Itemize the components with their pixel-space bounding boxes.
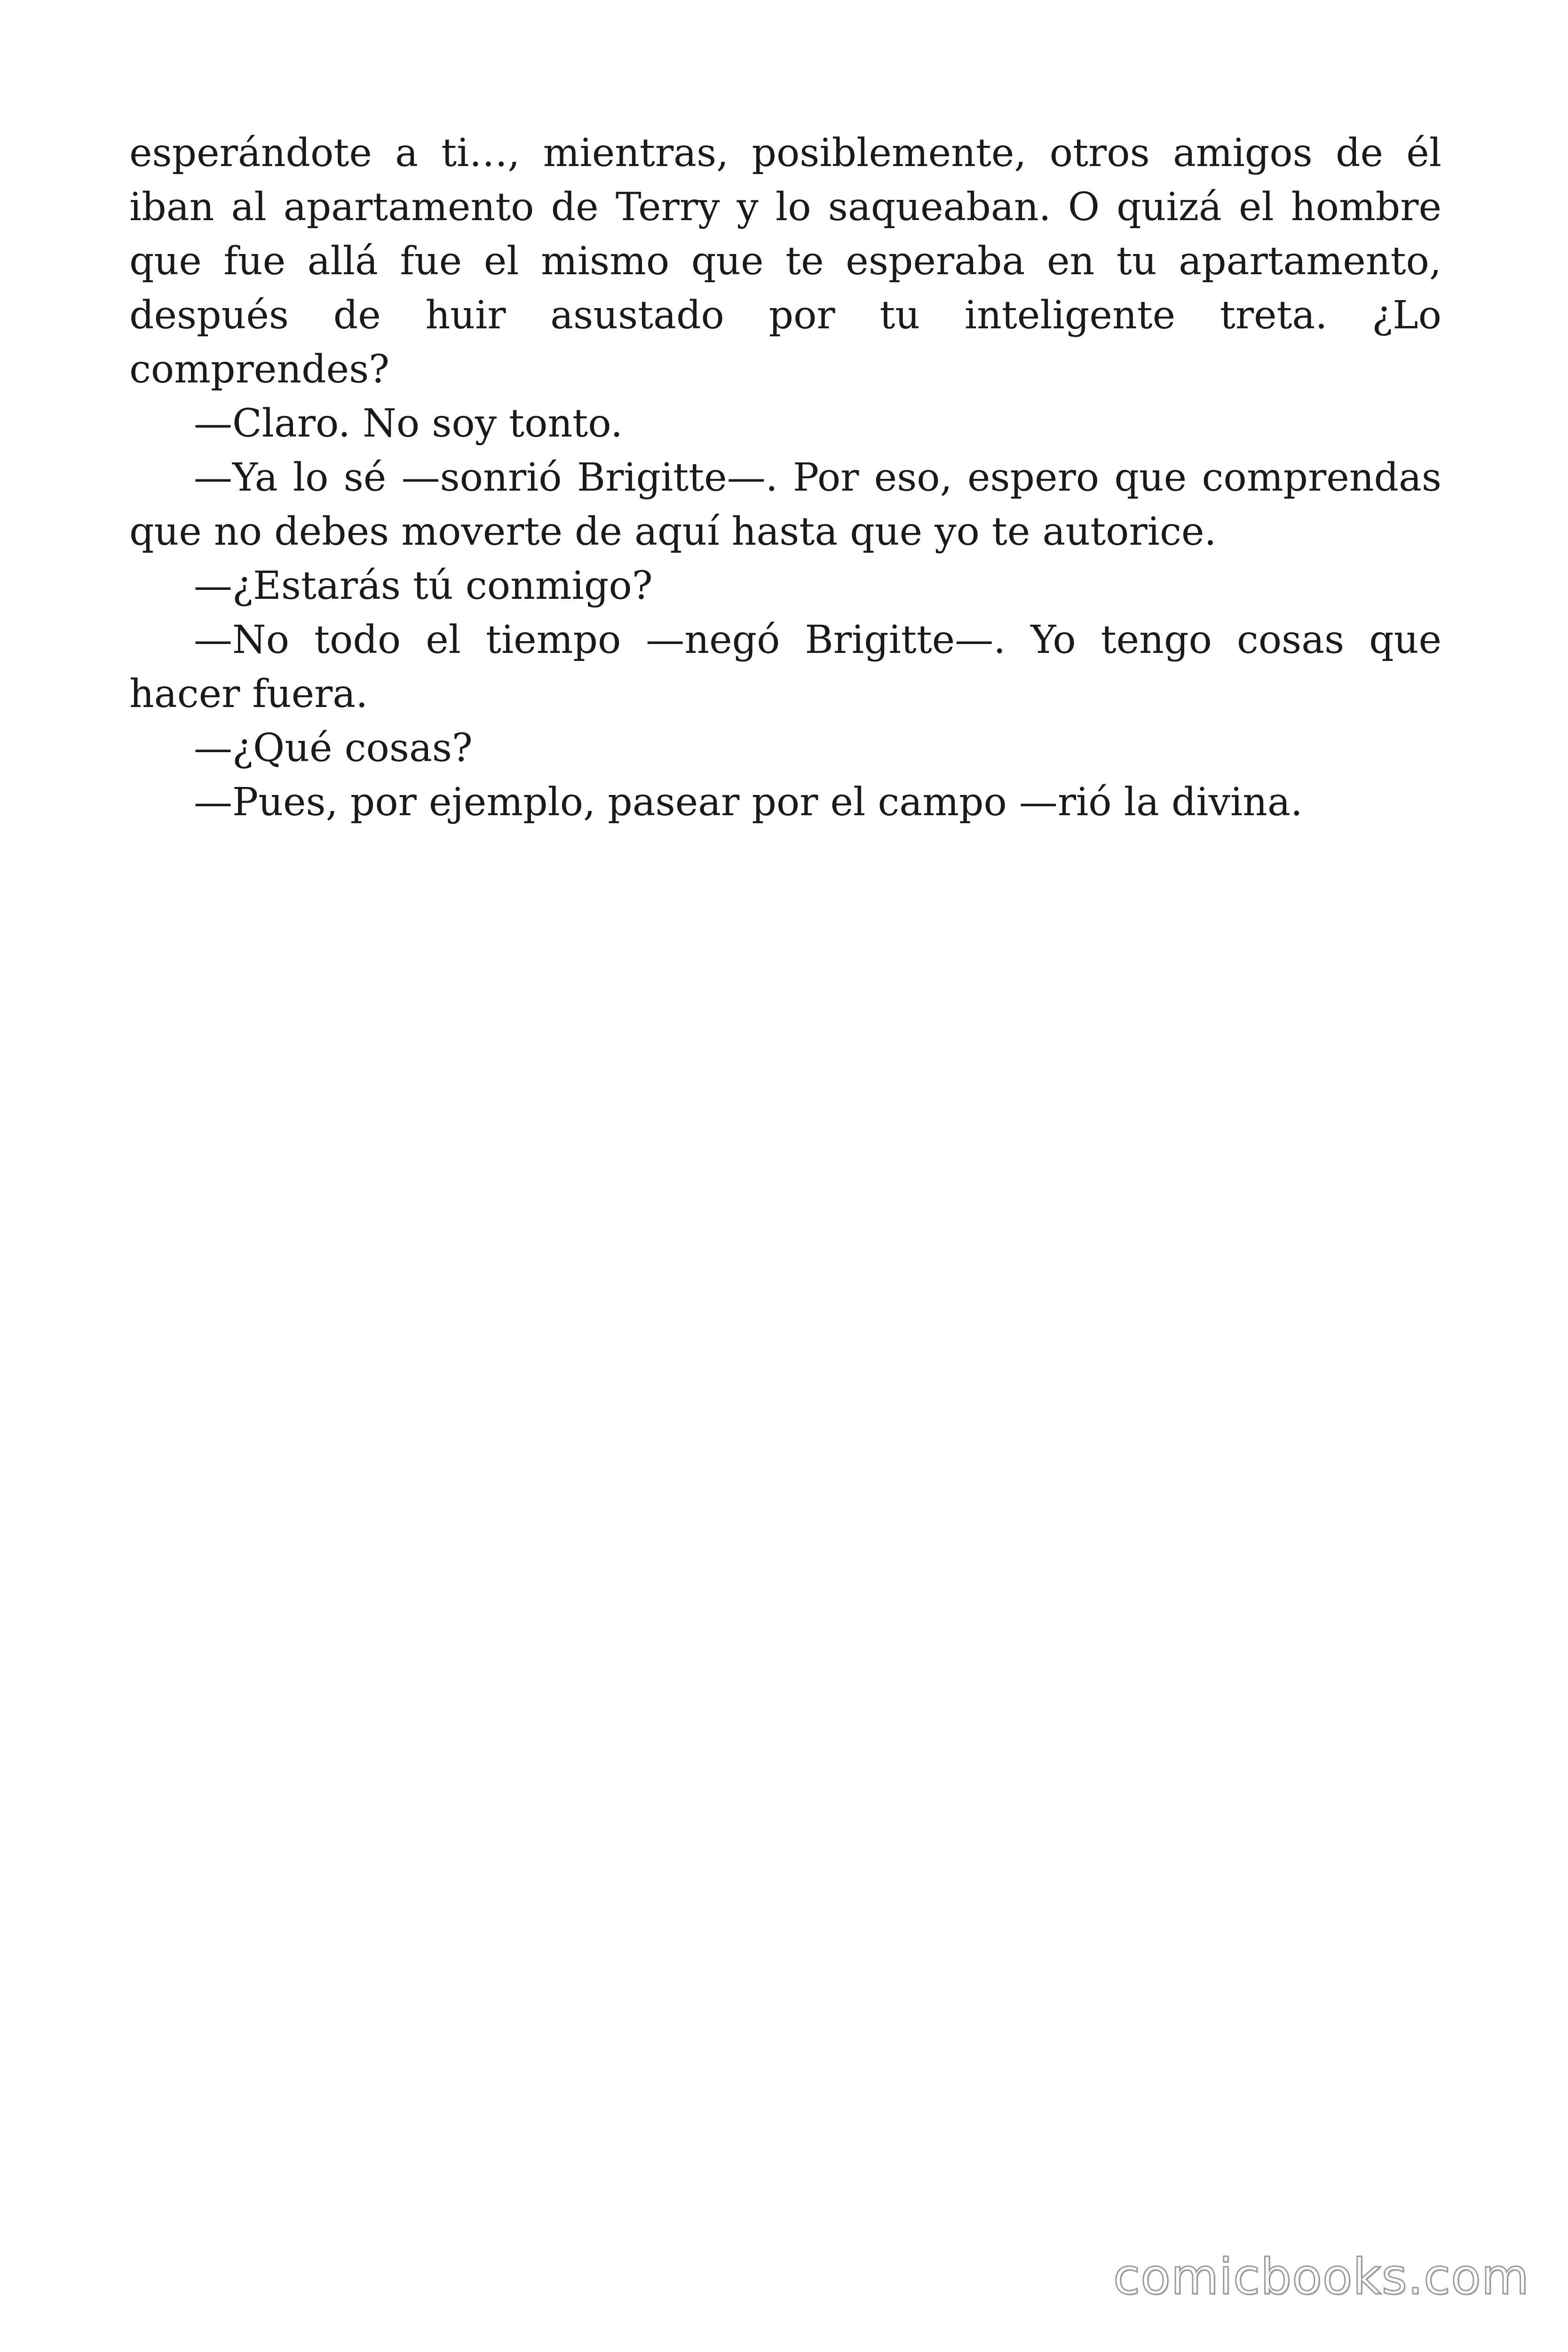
paragraph: —¿Estarás tú conmigo? (194, 564, 653, 608)
paragraph: —Claro. No soy tonto. (194, 401, 623, 446)
paragraph: —¿Qué cosas? (194, 726, 473, 771)
watermark: comicbooks.com (1113, 2248, 1529, 2305)
body-text (129, 126, 1441, 829)
paragraph: —Pues, por ejemplo, pasear por el campo —rió la divina. (194, 780, 1303, 825)
paragraph: esperándote a ti…, mientras, posiblemente, otros amigos de él iban al apartamento de Terry y lo saqueaban. O quizá el hombre que fue allá fue el mismo que te esperaba en tu apartamento, después de huir asustado por tu inteligente treta. ¿Lo comprendes? (129, 131, 1441, 392)
paragraph: —No todo el tiempo —negó Brigitte—. Yo tengo cosas que hacer fuera. (129, 618, 1441, 716)
paragraph: —Ya lo sé —sonrió Brigitte—. Por eso, espero que comprendas que no debes moverte de aquí hasta que yo te autorice. (129, 455, 1441, 554)
